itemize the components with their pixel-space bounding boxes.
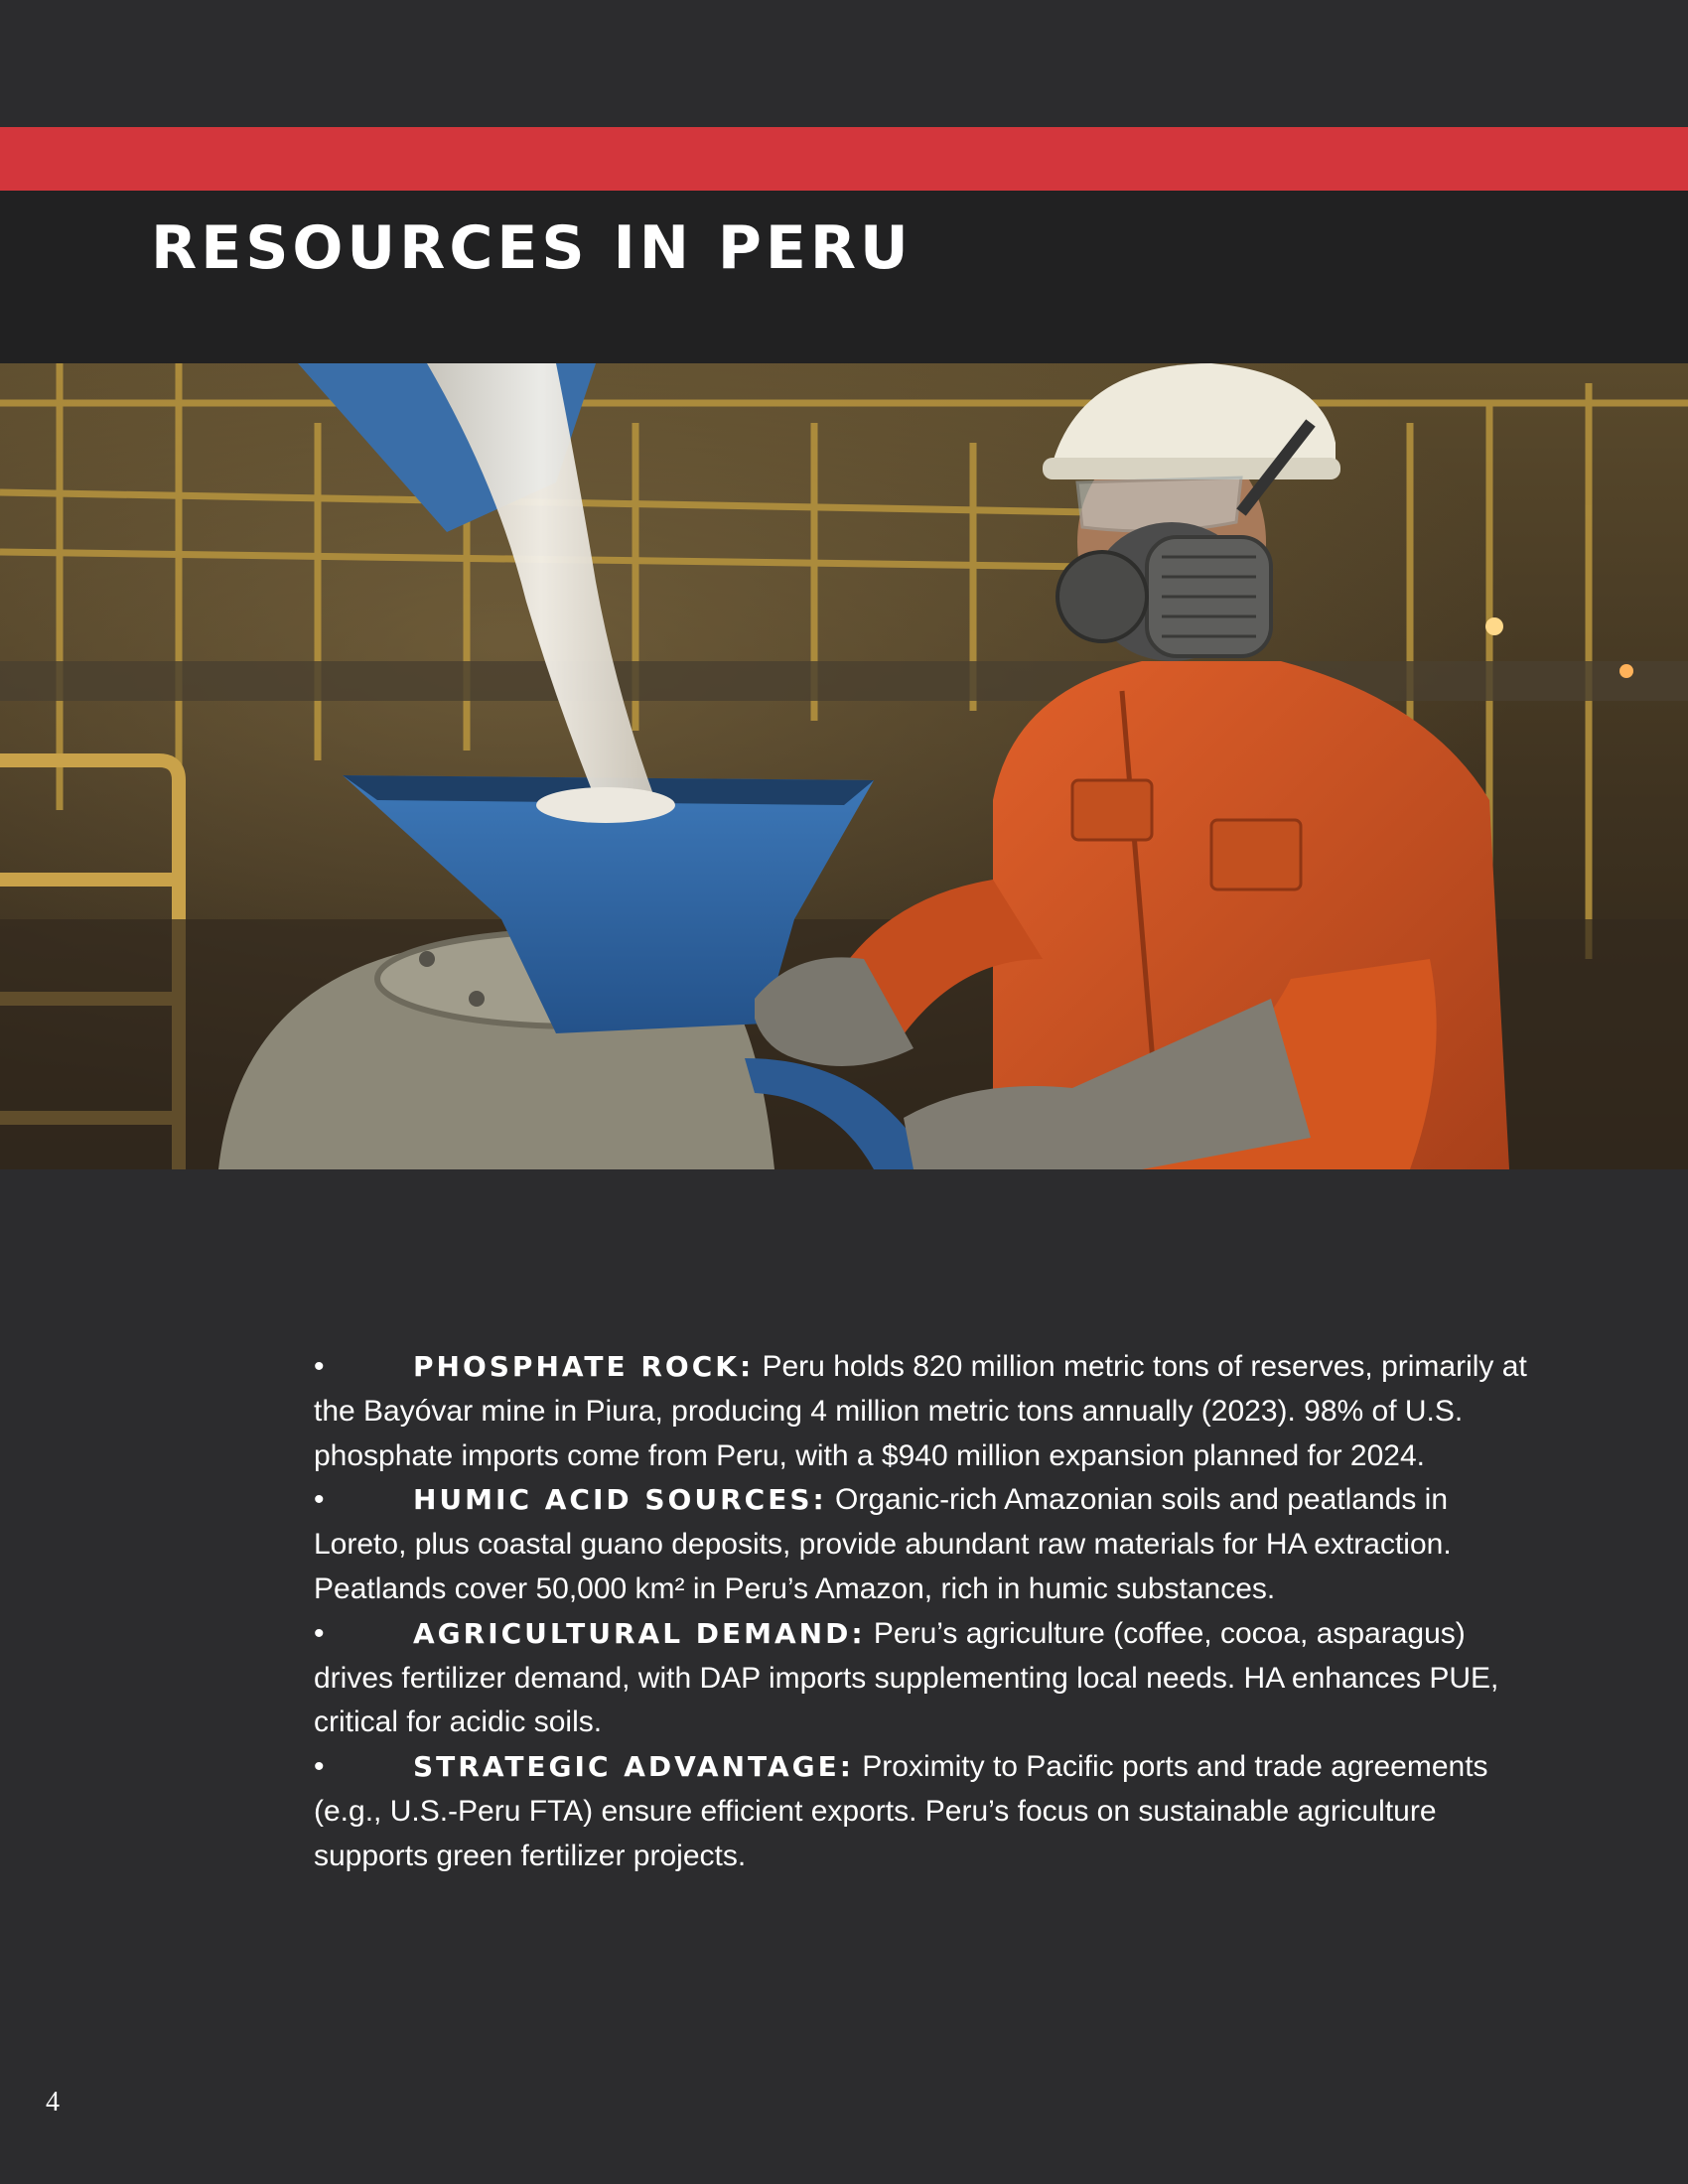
hero-photo bbox=[0, 363, 1688, 1169]
bullet-heading: AGRICULTURAL DEMAND: bbox=[413, 1616, 866, 1650]
bullet-icon: • bbox=[314, 1750, 325, 1784]
list-item bbox=[314, 1745, 1535, 1878]
bullet-heading: HUMIC ACID SOURCES: bbox=[413, 1483, 827, 1517]
bullet-text: Peru’s agriculture (coffee, cocoa, asparagus) drives fertilizer demand, with DAP imports supplementing local needs. HA enhances PUE, critical for acidic soils. bbox=[314, 1616, 1499, 1739]
bullet-icon: • bbox=[314, 1350, 325, 1383]
bullet-text: Organic-rich Amazonian soils and peatlands in Loreto, plus coastal guano deposits, provide abundant raw materials for HA extraction. Peatlands cover 50,000 km² in Peru’s Amazon, rich in humic substances. bbox=[314, 1483, 1452, 1605]
page-number: 4 bbox=[46, 2087, 60, 2117]
bullet-text: Peru holds 820 million metric tons of reserves, primarily at the Bayóvar mine in Piura, producing 4 million metric tons annually (2023). 98% of U.S. phosphate imports come from Peru, with a $940 million expansion planned for 2024. bbox=[314, 1350, 1527, 1472]
bullet-text: Proximity to Pacific ports and trade agreements (e.g., U.S.-Peru FTA) ensure efficient exports. Peru’s focus on sustainable agriculture supports green fertilizer projects. bbox=[314, 1750, 1488, 1872]
bullet-icon: • bbox=[314, 1483, 325, 1517]
list-item bbox=[314, 1478, 1535, 1611]
page-title: RESOURCES IN PERU bbox=[151, 213, 913, 283]
photo-image bbox=[0, 363, 1688, 1169]
bullet-list bbox=[314, 1345, 1535, 1879]
list-item bbox=[314, 1612, 1535, 1745]
list-item bbox=[314, 1345, 1535, 1478]
accent-band bbox=[0, 127, 1688, 191]
bullet-heading: PHOSPHATE ROCK: bbox=[413, 1350, 755, 1383]
bullet-icon: • bbox=[314, 1616, 325, 1650]
bullet-heading: STRATEGIC ADVANTAGE: bbox=[413, 1750, 854, 1784]
